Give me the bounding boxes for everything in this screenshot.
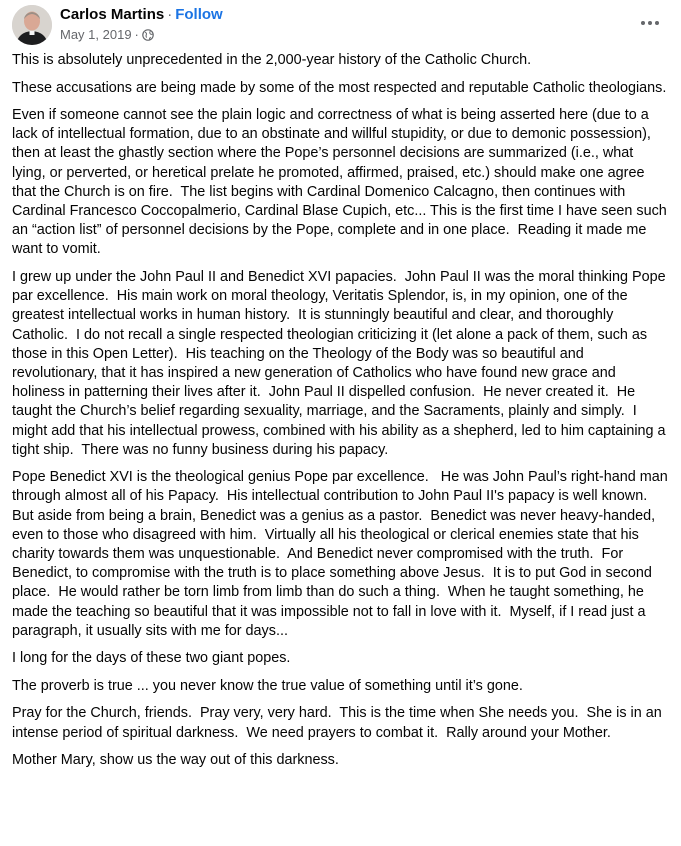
post-paragraph: This is absolutely unprecedented in the 2,000-year history of the Catholic Church. [12, 52, 532, 68]
post-paragraph: The proverb is true ... you never know the true value of something until it’s gone. [12, 677, 523, 694]
post-paragraph: Even if someone cannot see the plain logic and correctness of what is being asserted here (due to a lack of intellectual formation, due to an obstinate and willful stupidity, or due to demonic possession), then at least the ghastly section where the Pope’s personnel decisions are summarized (i.e., what lying, or perverted, or heretical prelate he promoted, affirmed, praised, etc.) should make one agree that the Church is on fire. The list begins with Cardinal Domenico Calcagno, then continues with Cardinal Francesco Coccopalmerio, Cardinal Blase Cupich, etc... This is the first time I have seen such an “action list” of personnel decisions by the Pope, complete and in one place. Reading it made me want to vomit. [12, 107, 671, 258]
post-paragraph: I long for the days of these two giant popes. [12, 650, 291, 667]
globe-icon[interactable] [142, 29, 154, 45]
author-row [60, 5, 223, 25]
post-body [12, 51, 672, 779]
avatar-image [12, 5, 52, 45]
post-paragraph: I grew up under the John Paul II and Benedict XVI papacies. John Paul II was the moral thinking Pope par excellence. His main work on moral theology, Veritatis Splendor, is, in my opinion, one of the greatest intellectual works in human history. It is stunningly beautiful and clear, and thoroughly Catholic. I do not recall a single respected theologian criticizing it (let alone a pack of them, such as those in this Open Letter). His teaching on the Theology of the Body was so beautiful and revolutionary, that it has inspired a new generation of Catholics who have found new grace and holiness in patterning their lives after it. John Paul II dispelled confusion. He never created it. He taught the Church’s belief regarding sexuality, marriage, and the Sacraments, plainly and simply. I might add that his intellectual prowess, combined with his ability as a shepherd, led to him captaining a tight ship. There was no funny business during his papacy. [12, 268, 670, 458]
post-paragraph: Pray for the Church, friends. Pray very, very hard. This is the time when She needs you. She is in an intense period of spiritual darkness. We need prayers to combat it. Rally around your Mother. [12, 705, 666, 741]
name-separator: · [167, 6, 173, 23]
post-date[interactable]: May 1, 2019 [60, 27, 132, 42]
post-meta [60, 5, 223, 45]
post-paragraph: These accusations are being made by some of the most respected and reputable Catholic theologians. [12, 79, 667, 96]
date-separator: · [134, 27, 139, 42]
author-name[interactable]: Carlos Martins [60, 6, 165, 23]
follow-button[interactable]: Follow [175, 6, 223, 23]
date-row [60, 27, 223, 45]
more-options-icon[interactable] [636, 11, 664, 35]
post-paragraph: Mother Mary, show us the way out of this darkness. [12, 752, 339, 769]
post-header [12, 5, 672, 49]
post-paragraph: Pope Benedict XVI is the theological genius Pope par excellence. He was John Paul’s right-hand man through almost all of his Papacy. His intellectual contribution to John Paul II's papacy is well known. But aside from being a brain, Benedict was a genius as a pastor. Benedict was never heavy-handed, even to those who disagreed with him. Virtually all his theological or clerical enemies state that his charity towards them was unquestionable. And Benedict never compromised with the truth. For Benedict, to compromise with the truth is to place something above Jesus. It is to put God in second place. He would rather be torn limb from limb than do such a thing. When he taught something, he made the teaching so beautiful that it was impossible not to fall in love with it. Myself, if I read just a paragraph, it usually sits with me for days... [12, 469, 672, 639]
avatar[interactable] [12, 5, 52, 45]
